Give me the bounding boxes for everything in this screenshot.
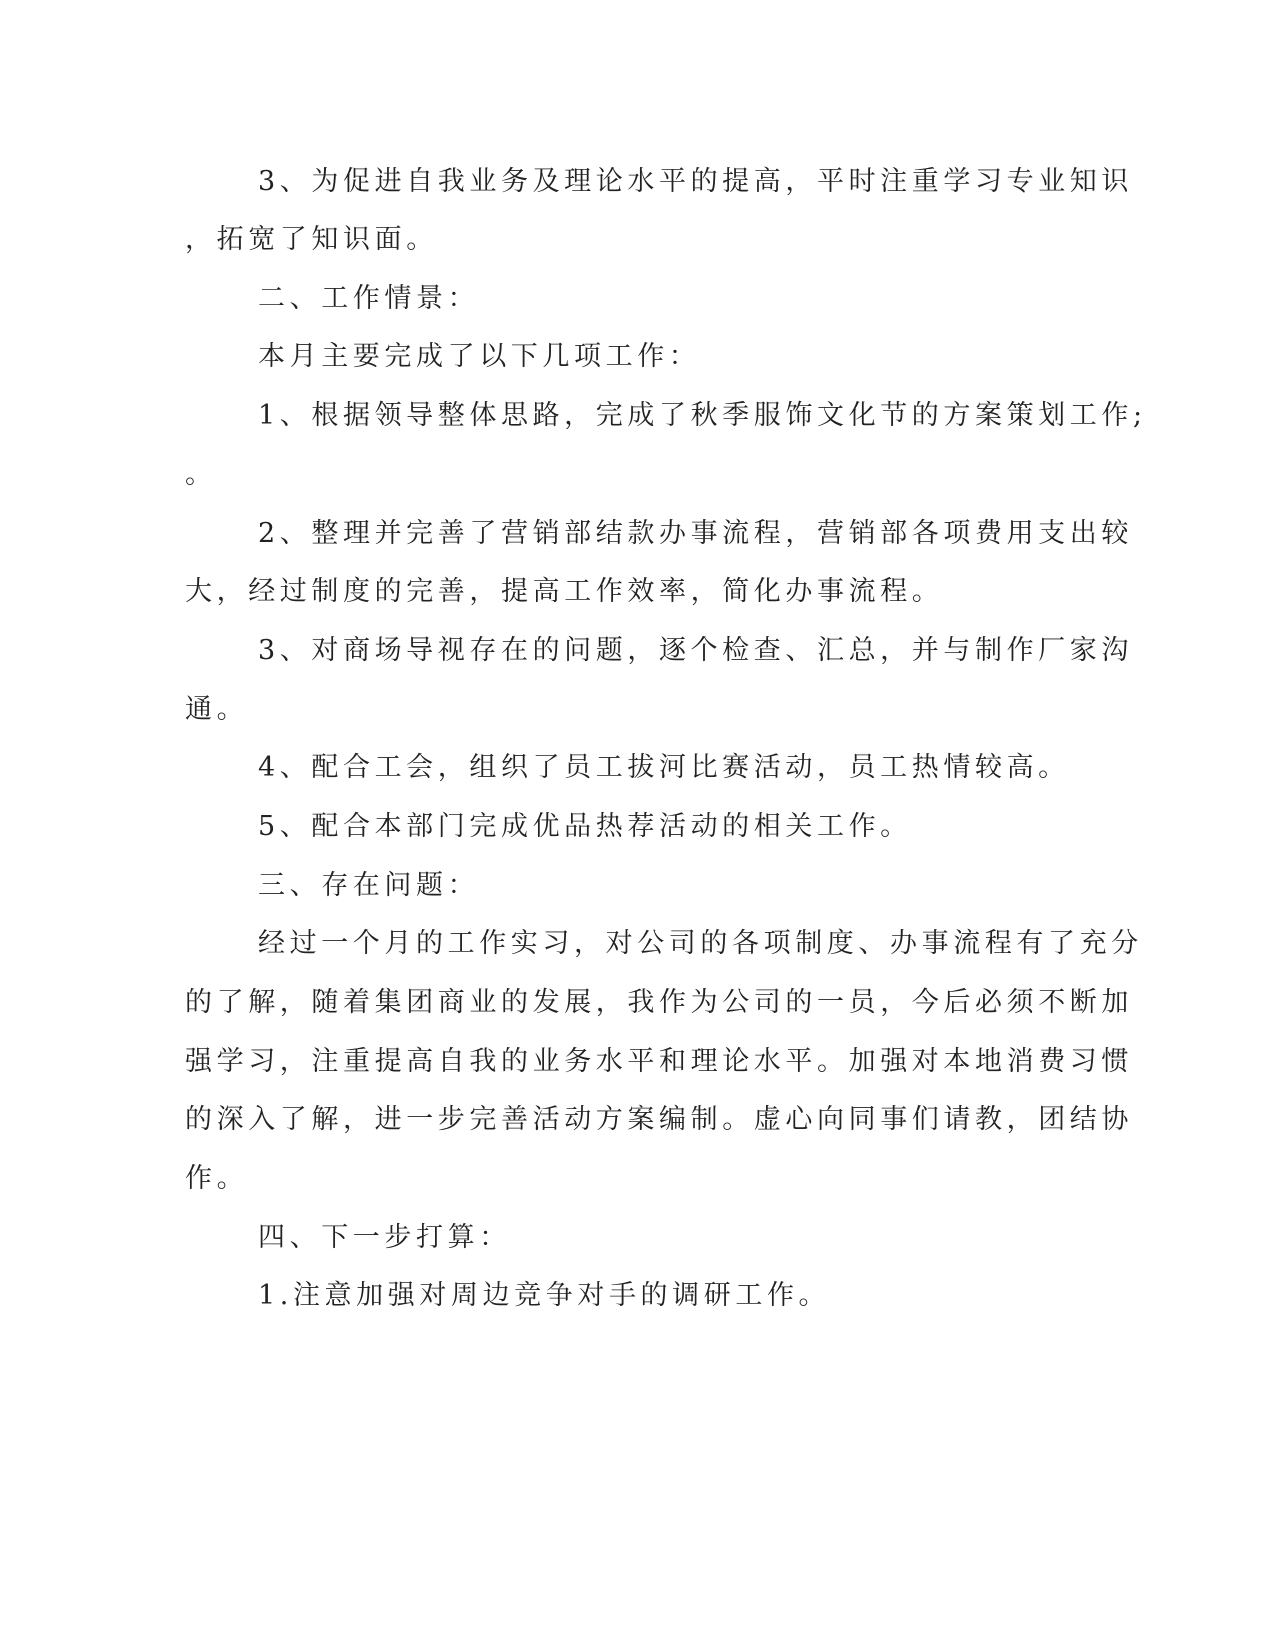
paragraph-line: 通。 xyxy=(185,694,249,725)
paragraph-line: 经过一个月的工作实习，对公司的各项制度、办事流程有了充分 xyxy=(258,928,1143,959)
paragraph-line: 的深入了解，进一步完善活动方案编制。虚心向同事们请教，团结协 xyxy=(185,1104,1133,1135)
list-item: 5、配合本部门完成优品热荐活动的相关工作。 xyxy=(258,811,912,842)
section-heading: 三、存在问题： xyxy=(258,870,480,901)
list-item: 3、对商场导视存在的问题，逐个检查、汇总，并与制作厂家沟 xyxy=(258,635,1133,666)
paragraph-line: 作。 xyxy=(185,1163,249,1194)
list-item: 2、整理并完善了营销部结款办事流程，营销部各项费用支出较 xyxy=(258,518,1133,549)
paragraph-line: 的了解，随着集团商业的发展，我作为公司的一员，今后必须不断加 xyxy=(185,987,1133,1018)
paragraph-line: 大，经过制度的完善，提高工作效率，简化办事流程。 xyxy=(185,576,944,607)
section-heading: 二、工作情景： xyxy=(258,283,480,314)
list-item: 4、配合工会，组织了员工拔河比赛活动，员工热情较高。 xyxy=(258,752,1070,783)
paragraph-line: 。 xyxy=(185,459,217,490)
paragraph-line: 强学习，注重提高自我的业务水平和理论水平。加强对本地消费习惯 xyxy=(185,1046,1133,1077)
list-item: 1.注意加强对周边竞争对手的调研工作。 xyxy=(258,1280,831,1311)
paragraph-line: 本月主要完成了以下几项工作： xyxy=(258,341,701,372)
paragraph-line: 3、为促进自我业务及理论水平的提高，平时注重学习专业知识 xyxy=(258,166,1133,197)
list-item: 1、根据领导整体思路，完成了秋季服饰文化节的方案策划工作; xyxy=(258,400,1147,431)
section-heading: 四、下一步打算： xyxy=(258,1222,511,1253)
paragraph-line: ，拓宽了知识面。 xyxy=(185,224,438,255)
